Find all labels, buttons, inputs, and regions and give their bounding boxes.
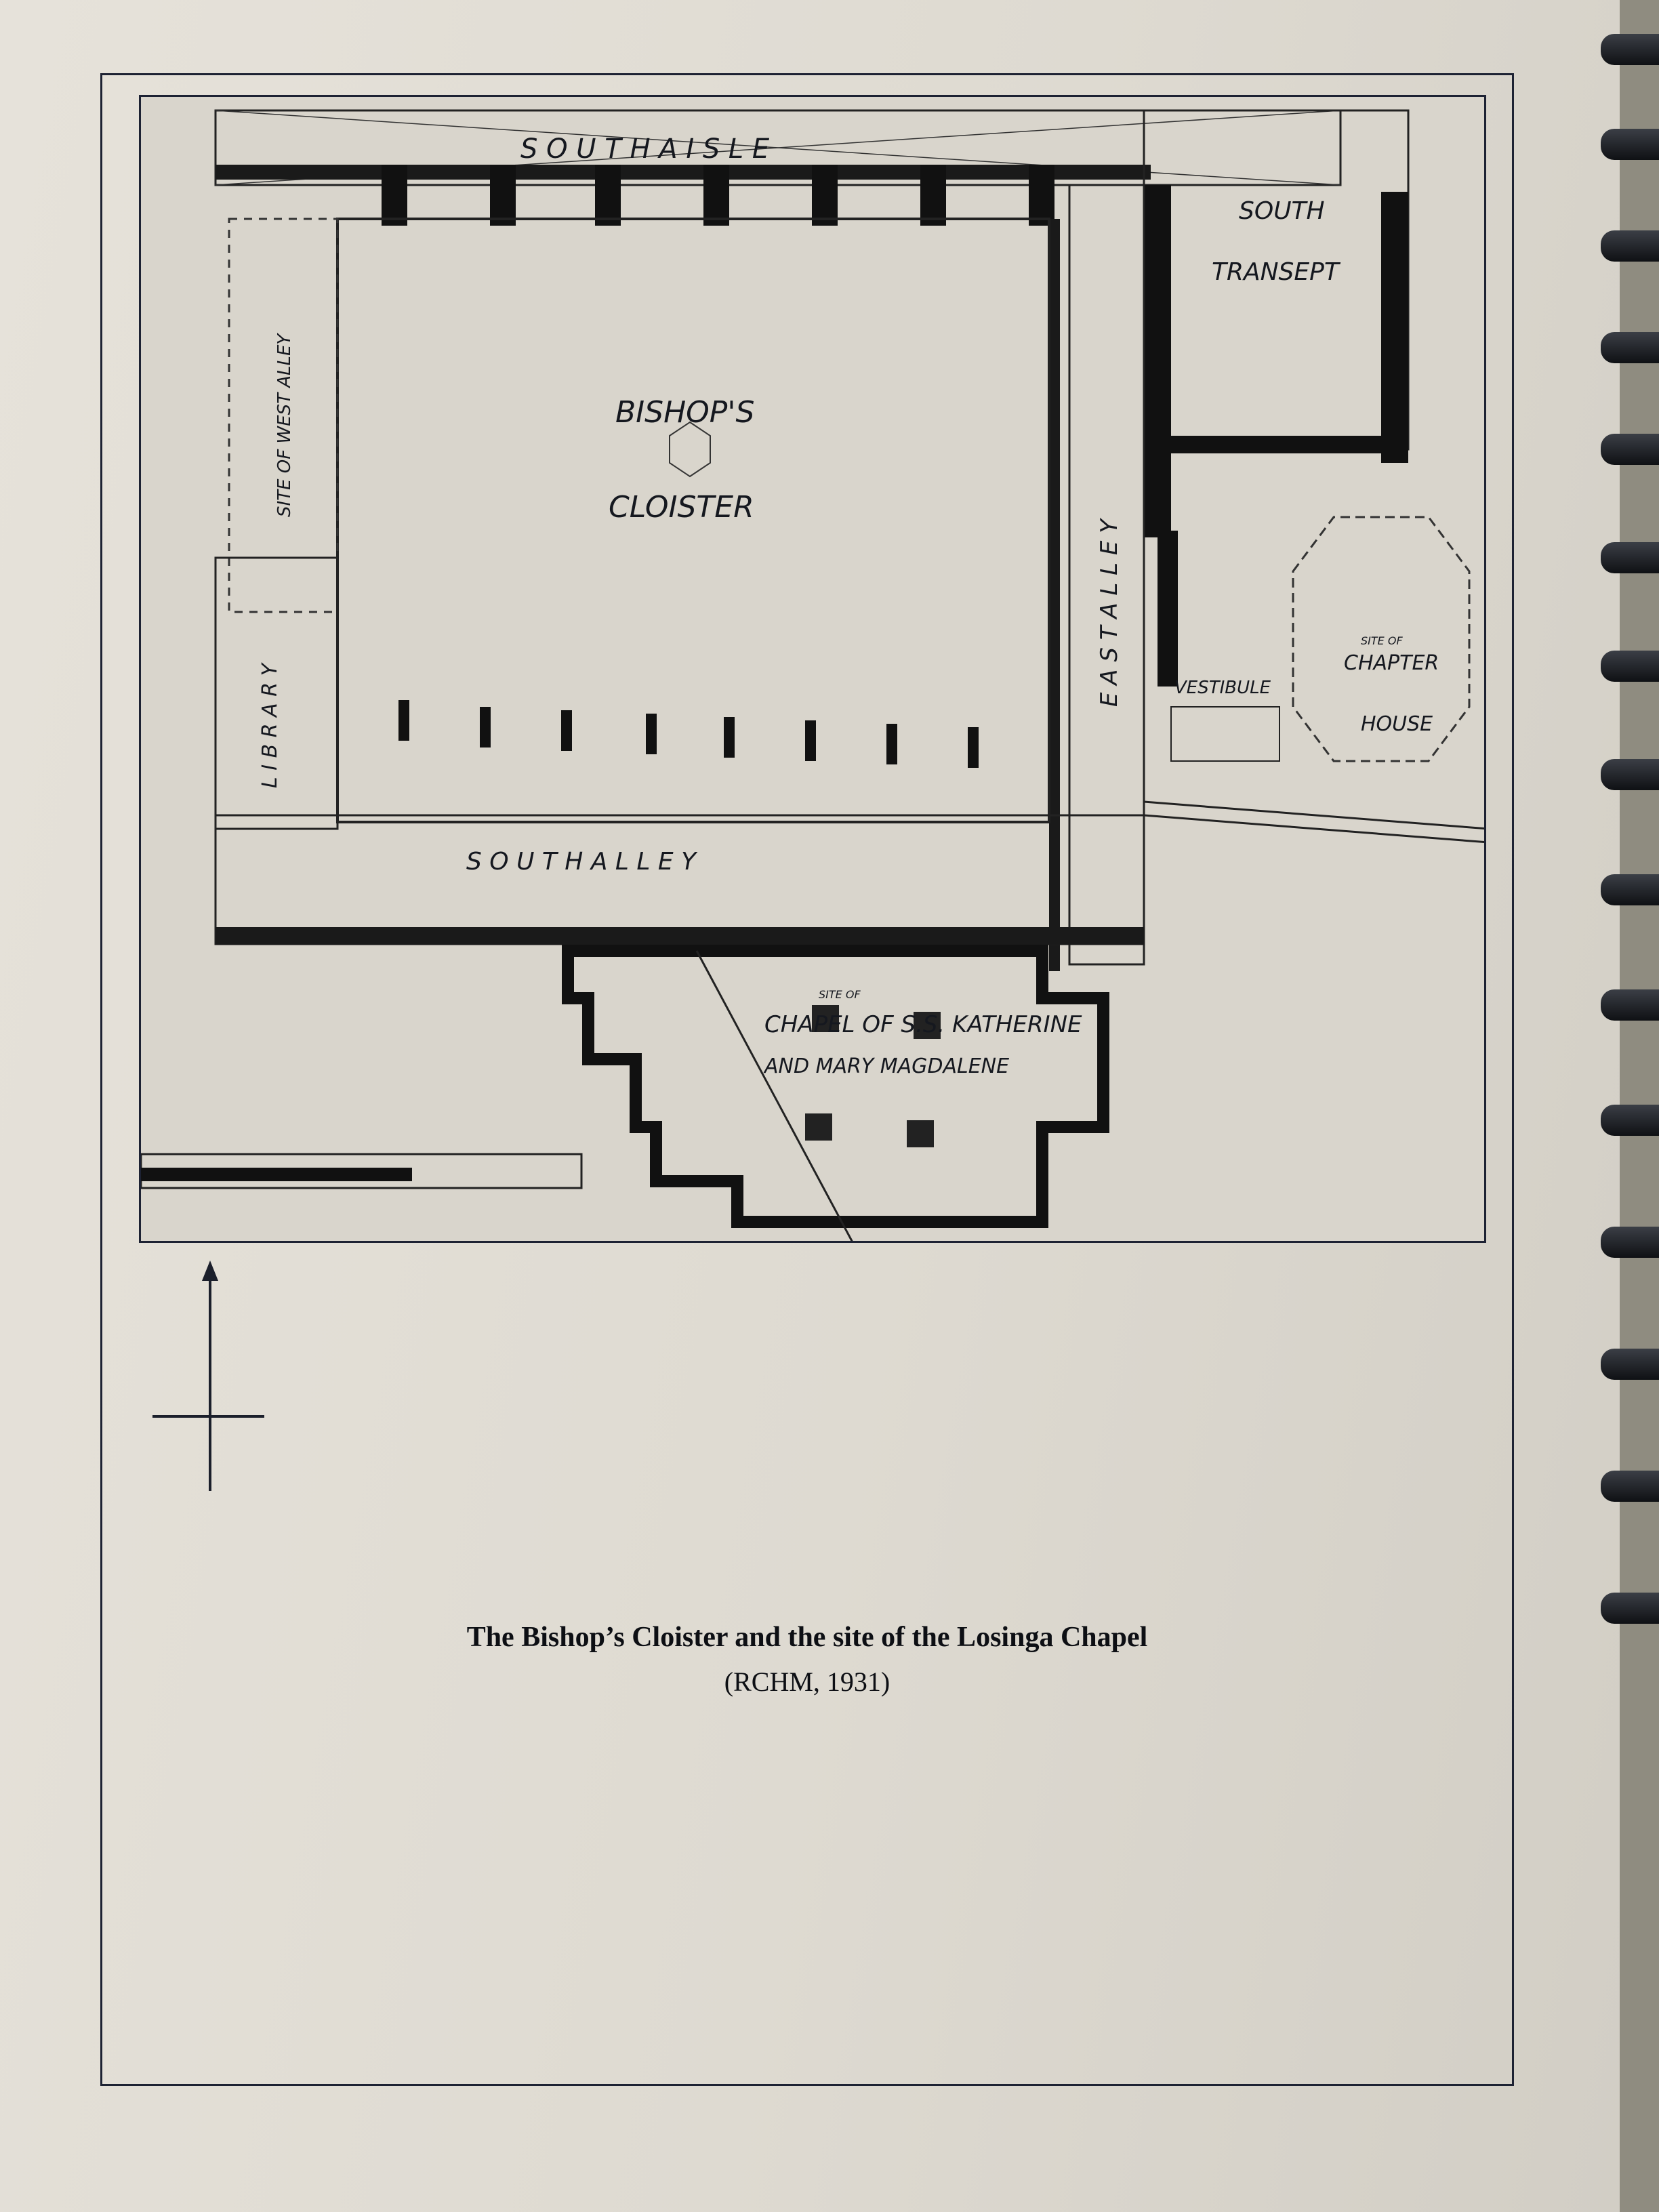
label-west-alley: SITE OF WEST ALLEY [274, 333, 295, 517]
label-library: L I B R A R Y [258, 663, 282, 788]
binding-coil [1601, 1227, 1659, 1258]
label-south-transept-2: TRANSEPT [1212, 258, 1339, 286]
binding-coil [1601, 1471, 1659, 1502]
label-chapter: CHAPTER [1344, 651, 1439, 675]
binding-coil [1601, 1349, 1659, 1380]
binding-coil [1601, 874, 1659, 905]
label-house: HOUSE [1361, 712, 1433, 736]
label-chapel-site: SITE OF [819, 988, 861, 1001]
binding-coil [1601, 34, 1659, 65]
binding-coil [1601, 230, 1659, 262]
binding-coil [1601, 1105, 1659, 1136]
binding-coil [1601, 542, 1659, 573]
label-cloister: CLOISTER [609, 490, 754, 525]
binding-coil [1601, 989, 1659, 1021]
label-site-of: SITE OF [1361, 634, 1403, 647]
label-bishops: BISHOP'S [615, 395, 755, 430]
cloister-plan [139, 95, 1486, 1243]
label-south-alley: S O U T H A L L E Y [466, 848, 697, 876]
label-vestibule: VESTIBULE [1174, 678, 1271, 698]
label-east-alley: E A S T A L L E Y [1096, 519, 1123, 707]
label-chapel-2: AND MARY MAGDALENE [764, 1054, 1010, 1078]
label-south-aisle: S O U T H A I S L E [520, 134, 770, 165]
label-south-transept-1: SOUTH [1239, 197, 1325, 225]
binding-coil [1601, 1593, 1659, 1624]
binding-coil [1601, 651, 1659, 682]
plan-drawing [141, 97, 1486, 1243]
figure-caption-title: The Bishop’s Cloister and the site of the Losinga Chapel [466, 1622, 1148, 1653]
label-chapel-1: CHAPEL OF S.S. KATHERINE [764, 1011, 1082, 1038]
figure-caption-source: (RCHM, 1931) [724, 1666, 890, 1697]
north-arrow-icon [142, 1261, 278, 1504]
binding-coil [1601, 434, 1659, 465]
binding-coil [1601, 759, 1659, 790]
binding-coil [1601, 332, 1659, 363]
binding-coil [1601, 129, 1659, 160]
